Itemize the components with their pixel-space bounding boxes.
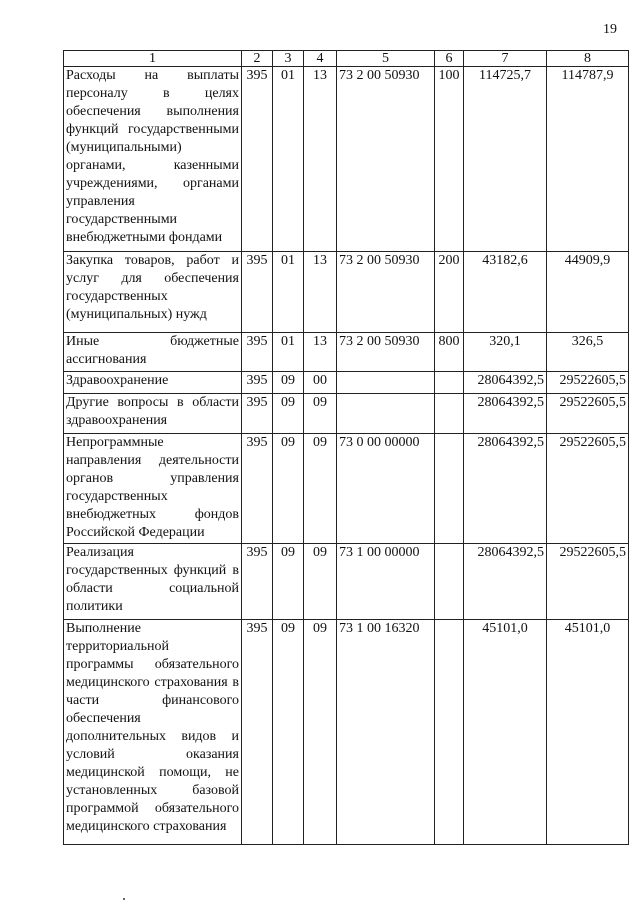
column-header: 1 [64,51,242,67]
header-row [64,51,629,67]
section-code: 01 [273,67,304,252]
table-row [64,252,629,333]
amount-year1: 114725,7 [464,67,547,252]
target-code: 73 2 00 50930 [337,333,435,372]
table-row [64,394,629,434]
amount-year1: 28064392,5 [464,372,547,394]
target-code [337,372,435,394]
row-name: Расходы на выплаты персоналу в целях обеспечения выполнения функций государственными (муниципальными) органами, казенными учреждениями, органами управления государственными внебюджетными фондами [64,67,242,252]
row-name: Реализация государственных функций в области социальной политики [64,544,242,620]
expense-type-code [435,434,464,544]
subsection-code: 09 [304,434,337,544]
expense-type-code: 100 [435,67,464,252]
row-name: Другие вопросы в области здравоохранения [64,394,242,434]
table-row [64,620,629,845]
amount-year1: 43182,6 [464,252,547,333]
amount-year1: 45101,0 [464,620,547,845]
amount-year2: 326,5 [547,333,629,372]
target-code: 73 2 00 50930 [337,67,435,252]
page-number: 19 [603,22,617,37]
column-header: 6 [435,51,464,67]
subsection-code: 13 [304,67,337,252]
amount-year2: 29522605,5 [547,544,629,620]
expense-type-code: 800 [435,333,464,372]
column-header: 7 [464,51,547,67]
budget-table [63,50,629,845]
expense-type-code [435,394,464,434]
target-code: 73 1 00 00000 [337,544,435,620]
subsection-code: 09 [304,544,337,620]
target-code: 73 0 00 00000 [337,434,435,544]
ministry-code: 395 [242,333,273,372]
column-header: 8 [547,51,629,67]
table-row [64,544,629,620]
row-name: Здравоохранение [64,372,242,394]
amount-year1: 28064392,5 [464,394,547,434]
amount-year2: 29522605,5 [547,434,629,544]
section-code: 01 [273,252,304,333]
column-header: 4 [304,51,337,67]
target-code [337,394,435,434]
table-row [64,372,629,394]
section-code: 09 [273,620,304,845]
expense-type-code [435,544,464,620]
amount-year1: 28064392,5 [464,544,547,620]
ministry-code: 395 [242,434,273,544]
amount-year2: 114787,9 [547,67,629,252]
subsection-code: 09 [304,394,337,434]
target-code: 73 1 00 16320 [337,620,435,845]
ministry-code: 395 [242,372,273,394]
expense-type-code [435,372,464,394]
section-code: 09 [273,372,304,394]
ministry-code: 395 [242,394,273,434]
column-header: 5 [337,51,435,67]
subsection-code: 13 [304,252,337,333]
section-code: 01 [273,333,304,372]
row-name: Закупка товаров, работ и услуг для обеспечения государственных (муниципальных) нужд [64,252,242,333]
column-header: 3 [273,51,304,67]
scan-speck [123,898,125,900]
table-row [64,333,629,372]
ministry-code: 395 [242,620,273,845]
section-code: 09 [273,434,304,544]
ministry-code: 395 [242,252,273,333]
row-name: Непрограммные направления деятельности органов управления государственных внебюджетных фондов Российской Федерации [64,434,242,544]
amount-year2: 29522605,5 [547,394,629,434]
section-code: 09 [273,544,304,620]
amount-year2: 29522605,5 [547,372,629,394]
table-row [64,434,629,544]
subsection-code: 13 [304,333,337,372]
row-name: Иные бюджетные ассигнования [64,333,242,372]
amount-year2: 44909,9 [547,252,629,333]
target-code: 73 2 00 50930 [337,252,435,333]
subsection-code: 09 [304,620,337,845]
amount-year2: 45101,0 [547,620,629,845]
ministry-code: 395 [242,544,273,620]
expense-type-code [435,620,464,845]
ministry-code: 395 [242,67,273,252]
expense-type-code: 200 [435,252,464,333]
amount-year1: 28064392,5 [464,434,547,544]
amount-year1: 320,1 [464,333,547,372]
row-name: Выполнение территориальной программы обязательного медицинского страхования в части финансового обеспечения дополнительных видов и условий оказания медицинской помощи, не установленных базовой программой обязательного медицинского страхования [64,620,242,845]
section-code: 09 [273,394,304,434]
table-row [64,67,629,252]
subsection-code: 00 [304,372,337,394]
column-header: 2 [242,51,273,67]
